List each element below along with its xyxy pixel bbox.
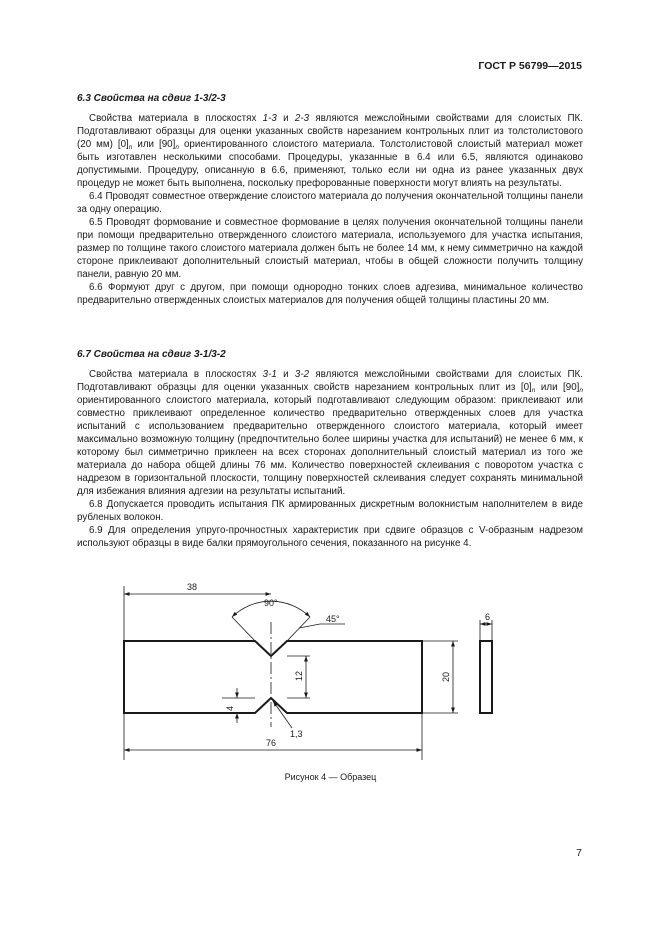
paragraph-6-8: 6.8 Допускается проводить испытания ПК армированных дискретным волокнистым наполнителем в виде рубленых волокон. [77,499,583,523]
page-number: 7 [576,847,582,859]
section-6-3-body [77,112,583,307]
dimension-12-label: 12 [294,670,304,681]
paragraph-6-4: 6.4 Проводят совместное отверждение слоистого материала до получения окончательной толщины панели за одну операцию. [77,191,583,215]
dimension-20-label: 20 [441,671,451,682]
dimension-76-label: 76 [266,738,277,748]
section-6-7-heading: 6.7 Свойства на сдвиг 3-1/3-2 [77,349,226,360]
figure-caption: Рисунок 4 — Образец [284,772,377,782]
document-standard-number: ГОСТ Р 56799—2015 [478,60,582,72]
dimension-90deg-label: 90° [264,598,278,608]
radius-leader [273,701,292,728]
specimen-outline [124,641,422,713]
section-6-7-body [77,368,583,550]
paragraph-6-3: Свойства материала в плоскостях 1-3 и 2-3 являются межслойными свойствами для слоистых ПК. Подготавливают образцы для оценки указанных свойств нарезанием контрольных плит из толстолистового (20 мм) $[0]_n$ или $[90]_n$ ориентированного слоистого материала. Толстолистовой слоистый материал может быть изготавлен несколькими способами. Процедуры, указанные в 6.4 или 6.5, являются одинаково допустимыми. Процедуру, описанную в 6.6, применяют, только если ни одна из ранее указанных двух процедур не может быть выполнена, поскольку префорованные поверхности могут влиять на результаты. [77,113,584,189]
specimen-drawing [0,570,661,770]
paragraph-6-7: Свойства материала в плоскостях 3-1 и 3-2 являются межслойными свойствами для слоистых ПК. Подготавливают образцы для оценки указанных свойств нарезанием контрольных плит из $[0]_n$ или $[90]_n$ ориентированного слоистого материала, который подготавливают следующим образом: приклеивают или совместно приклеивают определенное количество предварительно отвержденных слоев для участка испытаний с использованием предварительно отвержденного слоистого материала, который имеет максимально возможную толщину (предпочтительно более ширины участка для испытаний) не менее 6 мм, к которому был симметрично приклеен на всех сторонах дополнительный слоистый материал из того же материала до набора общей длины 76 мм. Количество поверхностей склеивания с поворотом участка с надрезом в горизонтальной плоскости, толщину поверхностей склеивания следует сохранять минимальной для избежания влияния адгезии на результаты испытаний. [77,369,583,497]
paragraph-6-5: 6.5 Проводят формование и совместное формование в целях получения окончательной толщины панели при помощи предварительно отвержденного слоистого материала, используемого для участка испытания, размер по толщине такого слоистого материала должен быть не более 14 мм, к нему симметрично на каждой стороне приклеивают дополнительный слоистый материал, чтобы в общей сложности получить толщину панели, равную 20 мм. [77,217,583,280]
specimen-side-view [480,641,492,713]
paragraph-6-6: 6.6 Формуют друг с другом, при помощи однородно тонких слоев адгезива, минимальное количество предварительно отвержденных слоистых материалов для получения общей толщины пластины 20 мм. [77,282,583,306]
section-6-3-heading: 6.3 Свойства на сдвиг 1-3/2-3 [77,93,226,104]
paragraph-6-9: 6.9 Для определения упруго-прочностных характеристик при сдвиге образцов с V-образным надрезом используют образцы в виде балки прямоугольного сечения, показанного на рисунке 4. [77,525,583,549]
dimension-45deg-label: 45° [326,614,340,624]
dimension-6-label: 6 [485,612,491,622]
radius-label: 1,3 [290,729,303,739]
dimension-4-label: 4 [225,705,235,711]
dimension-38-label: 38 [187,582,198,592]
angle-45-leader [299,624,320,628]
